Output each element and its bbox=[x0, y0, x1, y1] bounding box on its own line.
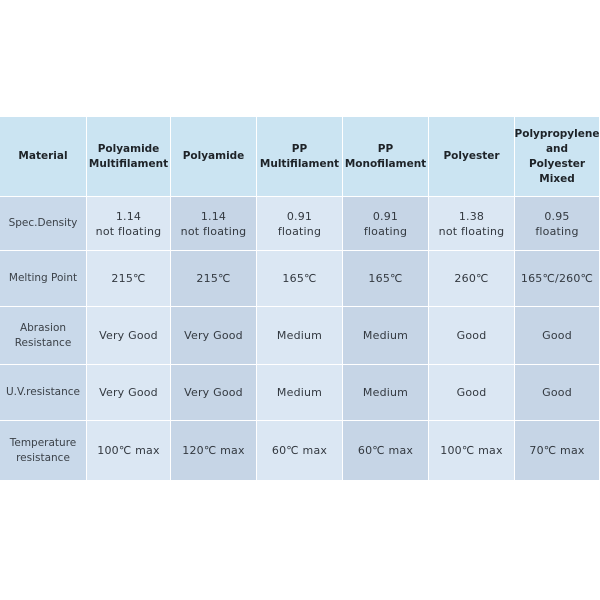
table-cell: Very Good bbox=[171, 307, 257, 365]
table-cell: 100℃ max bbox=[87, 421, 171, 481]
table-cell: 0.91 floating bbox=[343, 197, 429, 251]
row-label-uv-resistance: U.V.resistance bbox=[0, 365, 87, 421]
table-cell: 165℃ bbox=[257, 251, 343, 307]
table-cell: Very Good bbox=[87, 365, 171, 421]
table-cell: 165℃ bbox=[343, 251, 429, 307]
table-cell: Very Good bbox=[87, 307, 171, 365]
table-cell: Very Good bbox=[171, 365, 257, 421]
table-cell: 60℃ max bbox=[257, 421, 343, 481]
table-cell: 60℃ max bbox=[343, 421, 429, 481]
row-label-melting-point: Melting Point bbox=[0, 251, 87, 307]
table-cell: 165℃/260℃ bbox=[515, 251, 600, 307]
table-cell: 1.14 not floating bbox=[87, 197, 171, 251]
table-cell: Good bbox=[515, 365, 600, 421]
table-cell: Medium bbox=[257, 307, 343, 365]
row-label-temperature-resistance: Temperature resistance bbox=[0, 421, 87, 481]
table-cell: 0.95 floating bbox=[515, 197, 600, 251]
material-comparison-table bbox=[0, 117, 600, 481]
table-cell: Medium bbox=[343, 307, 429, 365]
table-cell: 0.91 floating bbox=[257, 197, 343, 251]
table-cell: 215℃ bbox=[171, 251, 257, 307]
table-cell: 1.38 not floating bbox=[429, 197, 515, 251]
row-label-spec-density: Spec.Density bbox=[0, 197, 87, 251]
header-pp-polyester-mixed: Polypropylene and Polyester Mixed bbox=[515, 117, 600, 197]
table-cell: 120℃ max bbox=[171, 421, 257, 481]
table-cell: Medium bbox=[343, 365, 429, 421]
header-corner-material: Material bbox=[0, 117, 87, 197]
header-polyamide: Polyamide bbox=[171, 117, 257, 197]
table-cell: 70℃ max bbox=[515, 421, 600, 481]
table-cell: 100℃ max bbox=[429, 421, 515, 481]
row-label-abrasion-resistance: Abrasion Resistance bbox=[0, 307, 87, 365]
table-cell: Medium bbox=[257, 365, 343, 421]
table-cell: Good bbox=[429, 365, 515, 421]
header-polyester: Polyester bbox=[429, 117, 515, 197]
table-cell: 215℃ bbox=[87, 251, 171, 307]
table-cell: Good bbox=[429, 307, 515, 365]
header-pp-monofilament: PP Monofilament bbox=[343, 117, 429, 197]
table-cell: Good bbox=[515, 307, 600, 365]
table-cell: 260℃ bbox=[429, 251, 515, 307]
header-polyamide-multifilament: Polyamide Multifilament bbox=[87, 117, 171, 197]
table-cell: 1.14 not floating bbox=[171, 197, 257, 251]
header-pp-multifilament: PP Multifilament bbox=[257, 117, 343, 197]
